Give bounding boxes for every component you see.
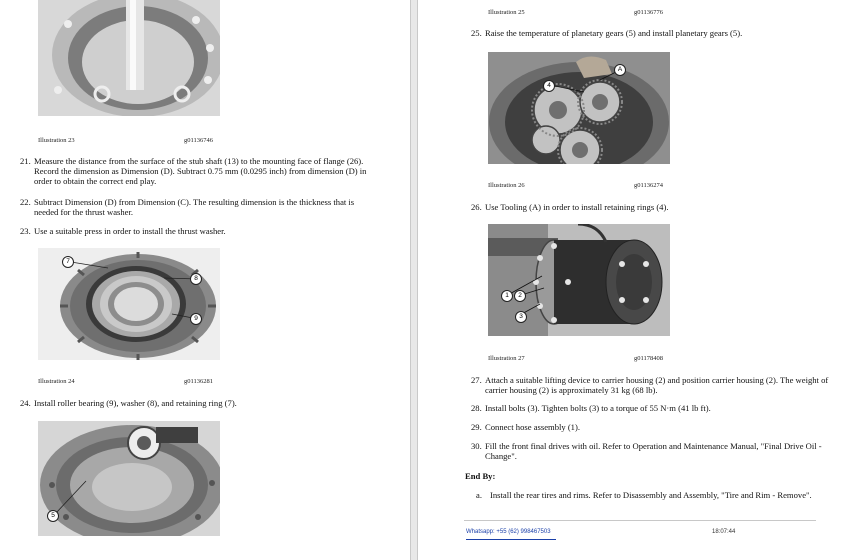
step-text: Attach a suitable lifting device to carrier housing (2) and position carrier housing (2). The weight of carrier housing (2) is approximately 31 kg (68 lb). — [485, 375, 829, 395]
step-21 — [20, 156, 372, 188]
step-number: 21. — [20, 156, 31, 166]
step-24 — [20, 398, 372, 410]
callout-9: 9 — [190, 313, 202, 325]
illustration-26-code: g01136274 — [634, 182, 664, 189]
illustration-25-caption: Illustration 25 — [488, 9, 525, 16]
callout-A: A — [614, 64, 626, 76]
illustration-25-code: g01136776 — [634, 9, 664, 16]
step-28 — [471, 403, 831, 415]
illustration-26-caption: Illustration 26 — [488, 182, 525, 189]
step-29 — [471, 422, 831, 434]
step-text: Fill the front final drives with oil. Refer to Operation and Maintenance Manual, "Final Drive Oil - Change". — [485, 441, 822, 461]
step-number: 27. — [471, 375, 482, 385]
step-text: Measure the distance from the surface of the stub shaft (13) to the mounting face of flange (26). Record the dimension as Dimension (D). Subtract 0.75 mm (0.0295 inch) from dimension (D) in order to obtain the correct end play. — [34, 156, 367, 186]
step-number: 30. — [471, 441, 482, 451]
callout-2: 2 — [514, 290, 526, 302]
callout-3: 3 — [515, 311, 527, 323]
end-by-heading: End By: — [465, 471, 496, 481]
right-page — [418, 0, 861, 560]
illustration-23-photo — [38, 0, 220, 116]
step-25 — [471, 28, 831, 40]
step-23 — [20, 226, 372, 238]
callout-4: 4 — [543, 80, 555, 92]
step-number: 29. — [471, 422, 482, 432]
footer-link-underline — [466, 539, 556, 540]
step-text: Subtract Dimension (D) from Dimension (C). The resulting dimension is the thickness that is needed for the thrust washer. — [34, 197, 355, 217]
callout-5: 5 — [47, 510, 59, 522]
end-by-step-a — [476, 490, 831, 512]
step-text: Install bolts (3). Tighten bolts (3) to a torque of 55 N·m (41 lb ft). — [485, 403, 711, 413]
illustration-24-code: g01136281 — [184, 378, 214, 385]
callout-1: 1 — [501, 290, 513, 302]
illustration-27-caption: Illustration 27 — [488, 355, 525, 362]
step-number: 22. — [20, 197, 31, 207]
step-letter: a. — [476, 490, 482, 500]
step-number: 26. — [471, 202, 482, 212]
illustration-23-code: g01136746 — [184, 137, 214, 144]
illustration-25-photo — [38, 421, 220, 536]
illustration-24-caption: Illustration 24 — [38, 378, 75, 385]
step-number: 25. — [471, 28, 482, 38]
footer-time: 18:07:44 — [712, 529, 736, 535]
page-gutter — [410, 0, 418, 560]
step-30 — [471, 441, 831, 463]
step-number: 24. — [20, 398, 31, 408]
step-27 — [471, 375, 831, 397]
step-number: 28. — [471, 403, 482, 413]
step-text: Connect hose assembly (1). — [485, 422, 580, 432]
illustration-23-caption: Illustration 23 — [38, 137, 75, 144]
step-26 — [471, 202, 831, 214]
footer-rule — [464, 520, 816, 521]
step-number: 23. — [20, 226, 31, 236]
callout-7: 7 — [62, 256, 74, 268]
step-text: Use a suitable press in order to install the thrust washer. — [34, 226, 226, 236]
callout-8: 8 — [190, 273, 202, 285]
illustration-27-code: g01178408 — [634, 355, 664, 362]
illustration-26-photo — [488, 52, 670, 164]
step-text: Install the rear tires and rims. Refer to Disassembly and Assembly, "Tire and Rim - Remove". — [490, 490, 812, 500]
step-text: Raise the temperature of planetary gears (5) and install planetary gears (5). — [485, 28, 743, 38]
footer-contact-link[interactable]: Whatsapp: +55 (62) 998467503 — [466, 529, 551, 535]
step-text: Install roller bearing (9), washer (8), and retaining ring (7). — [34, 398, 237, 408]
step-text: Use Tooling (A) in order to install retaining rings (4). — [485, 202, 669, 212]
left-page — [0, 0, 410, 560]
step-22 — [20, 197, 372, 219]
